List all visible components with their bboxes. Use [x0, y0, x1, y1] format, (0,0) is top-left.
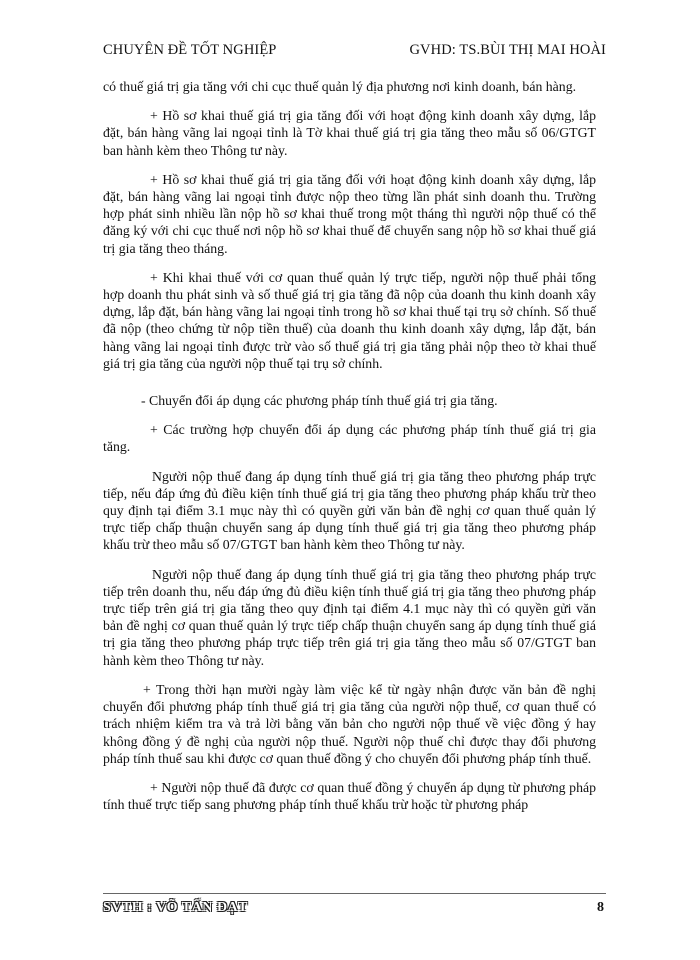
header-title: CHUYÊN ĐỀ TỐT NGHIỆP — [103, 42, 277, 58]
paragraph: + Các trường hợp chuyển đổi áp dụng các phương pháp tính thuế giá trị gia tăng. — [103, 422, 596, 455]
footer-author: SVTH : VÕ TẤN ĐẠT — [103, 900, 248, 915]
paragraph: + Trong thời hạn mười ngày làm việc kể từ ngày nhận được văn bản đề nghị chuyển đổi phương pháp tính thuế giá trị gia tăng của người nộp thuế, cơ quan thuế có trách nhiệm kiểm tra và trả lời bằng văn bản cho người nộp thuế về việc đồng ý hay không đồng ý đề nghị của người nộp thuế. Người nộp thuế chỉ được thay đổi phương pháp tính thuế sau khi được cơ quan thuế đồng ý cho chuyển đổi phương pháp tính thuế. — [103, 681, 596, 766]
page-footer — [103, 900, 604, 916]
footer-divider — [103, 893, 606, 894]
section-heading: - Chuyển đổi áp dụng các phương pháp tính thuế giá trị gia tăng. — [141, 393, 498, 409]
page-number: 8 — [597, 900, 604, 915]
page-header — [103, 42, 606, 59]
paragraph: + Khi khai thuế với cơ quan thuế quản lý trực tiếp, người nộp thuế phải tổng hợp doanh thu phát sinh và số thuế giá trị gia tăng đã nộp của doanh thu kinh doanh xây dựng, lắp đặt, bán hàng vãng lai ngoại tỉnh trong hồ sơ khai thuế tại trụ sở chính. Số thuế đã nộp (theo chứng từ nộp tiền thuế) của doanh thu kinh doanh xây dựng, lắp đặt, bán hàng vãng lai ngoại tỉnh được trừ vào số thuế giá trị gia tăng phải nộp theo tờ khai thuế giá trị gia tăng của người nộp thuế tại trụ sở chính. — [103, 269, 596, 371]
paragraph: + Hồ sơ khai thuế giá trị gia tăng đối với hoạt động kinh doanh xây dựng, lắp đặt, bán hàng vãng lai ngoại tỉnh là Tờ khai thuế giá trị gia tăng theo mẫu số 06/GTGT ban hành kèm theo Thông tư này. — [103, 108, 596, 158]
paragraph: Người nộp thuế đang áp dụng tính thuế giá trị gia tăng theo phương pháp trực tiếp, nếu đáp ứng đủ điều kiện tính thuế giá trị gia tăng theo phương pháp khấu trừ theo quy định tại điểm 3.1 mục này thì có quyền gửi văn bản đề nghị cơ quan thuế quản lý trực tiếp chấp thuận chuyển sang áp dụng tính thuế giá trị gia tăng theo phương pháp khấu trừ theo mẫu số 07/GTGT ban hành kèm theo Thông tư này. — [103, 468, 596, 553]
paragraph: có thuế giá trị gia tăng với chi cục thuế quản lý địa phương nơi kinh doanh, bán hàng. — [103, 79, 577, 94]
paragraph: Người nộp thuế đang áp dụng tính thuế giá trị gia tăng theo phương pháp trực tiếp trên doanh thu, nếu đáp ứng đủ điều kiện tính thuế giá trị gia tăng theo phương pháp trực tiếp trên giá trị gia tăng theo quy định tại điểm 4.1 mục này thì có quyền gửi văn bản đề nghị cơ quan thuế quản lý trực tiếp chấp thuận chuyển sang áp dụng tính thuế giá trị gia tăng theo phương pháp trực tiếp trên giá trị gia tăng theo mẫu số 07/GTGT ban hành kèm theo Thông tư này. — [103, 566, 596, 668]
document-body — [103, 78, 596, 813]
header-supervisor: GVHD: TS.BÙI THỊ MAI HOÀI — [409, 42, 606, 58]
paragraph: + Hồ sơ khai thuế giá trị gia tăng đối với hoạt động kinh doanh xây dựng, lắp đặt, bán hàng vãng lai ngoại tỉnh được nộp theo từng lần phát sinh doanh thu. Trường hợp phát sinh nhiều lần nộp hồ sơ khai thuế trong một tháng thì người nộp thuế có thể đăng ký với chi cục thuế nơi nộp hồ sơ khai thuế để chuyển sang nộp hồ sơ khai thuế giá trị gia tăng theo tháng. — [103, 171, 596, 256]
paragraph: + Người nộp thuế đã được cơ quan thuế đồng ý chuyển áp dụng từ phương pháp tính thuế trực tiếp sang phương pháp tính thuế khấu trừ hoặc từ phương pháp — [103, 779, 596, 813]
